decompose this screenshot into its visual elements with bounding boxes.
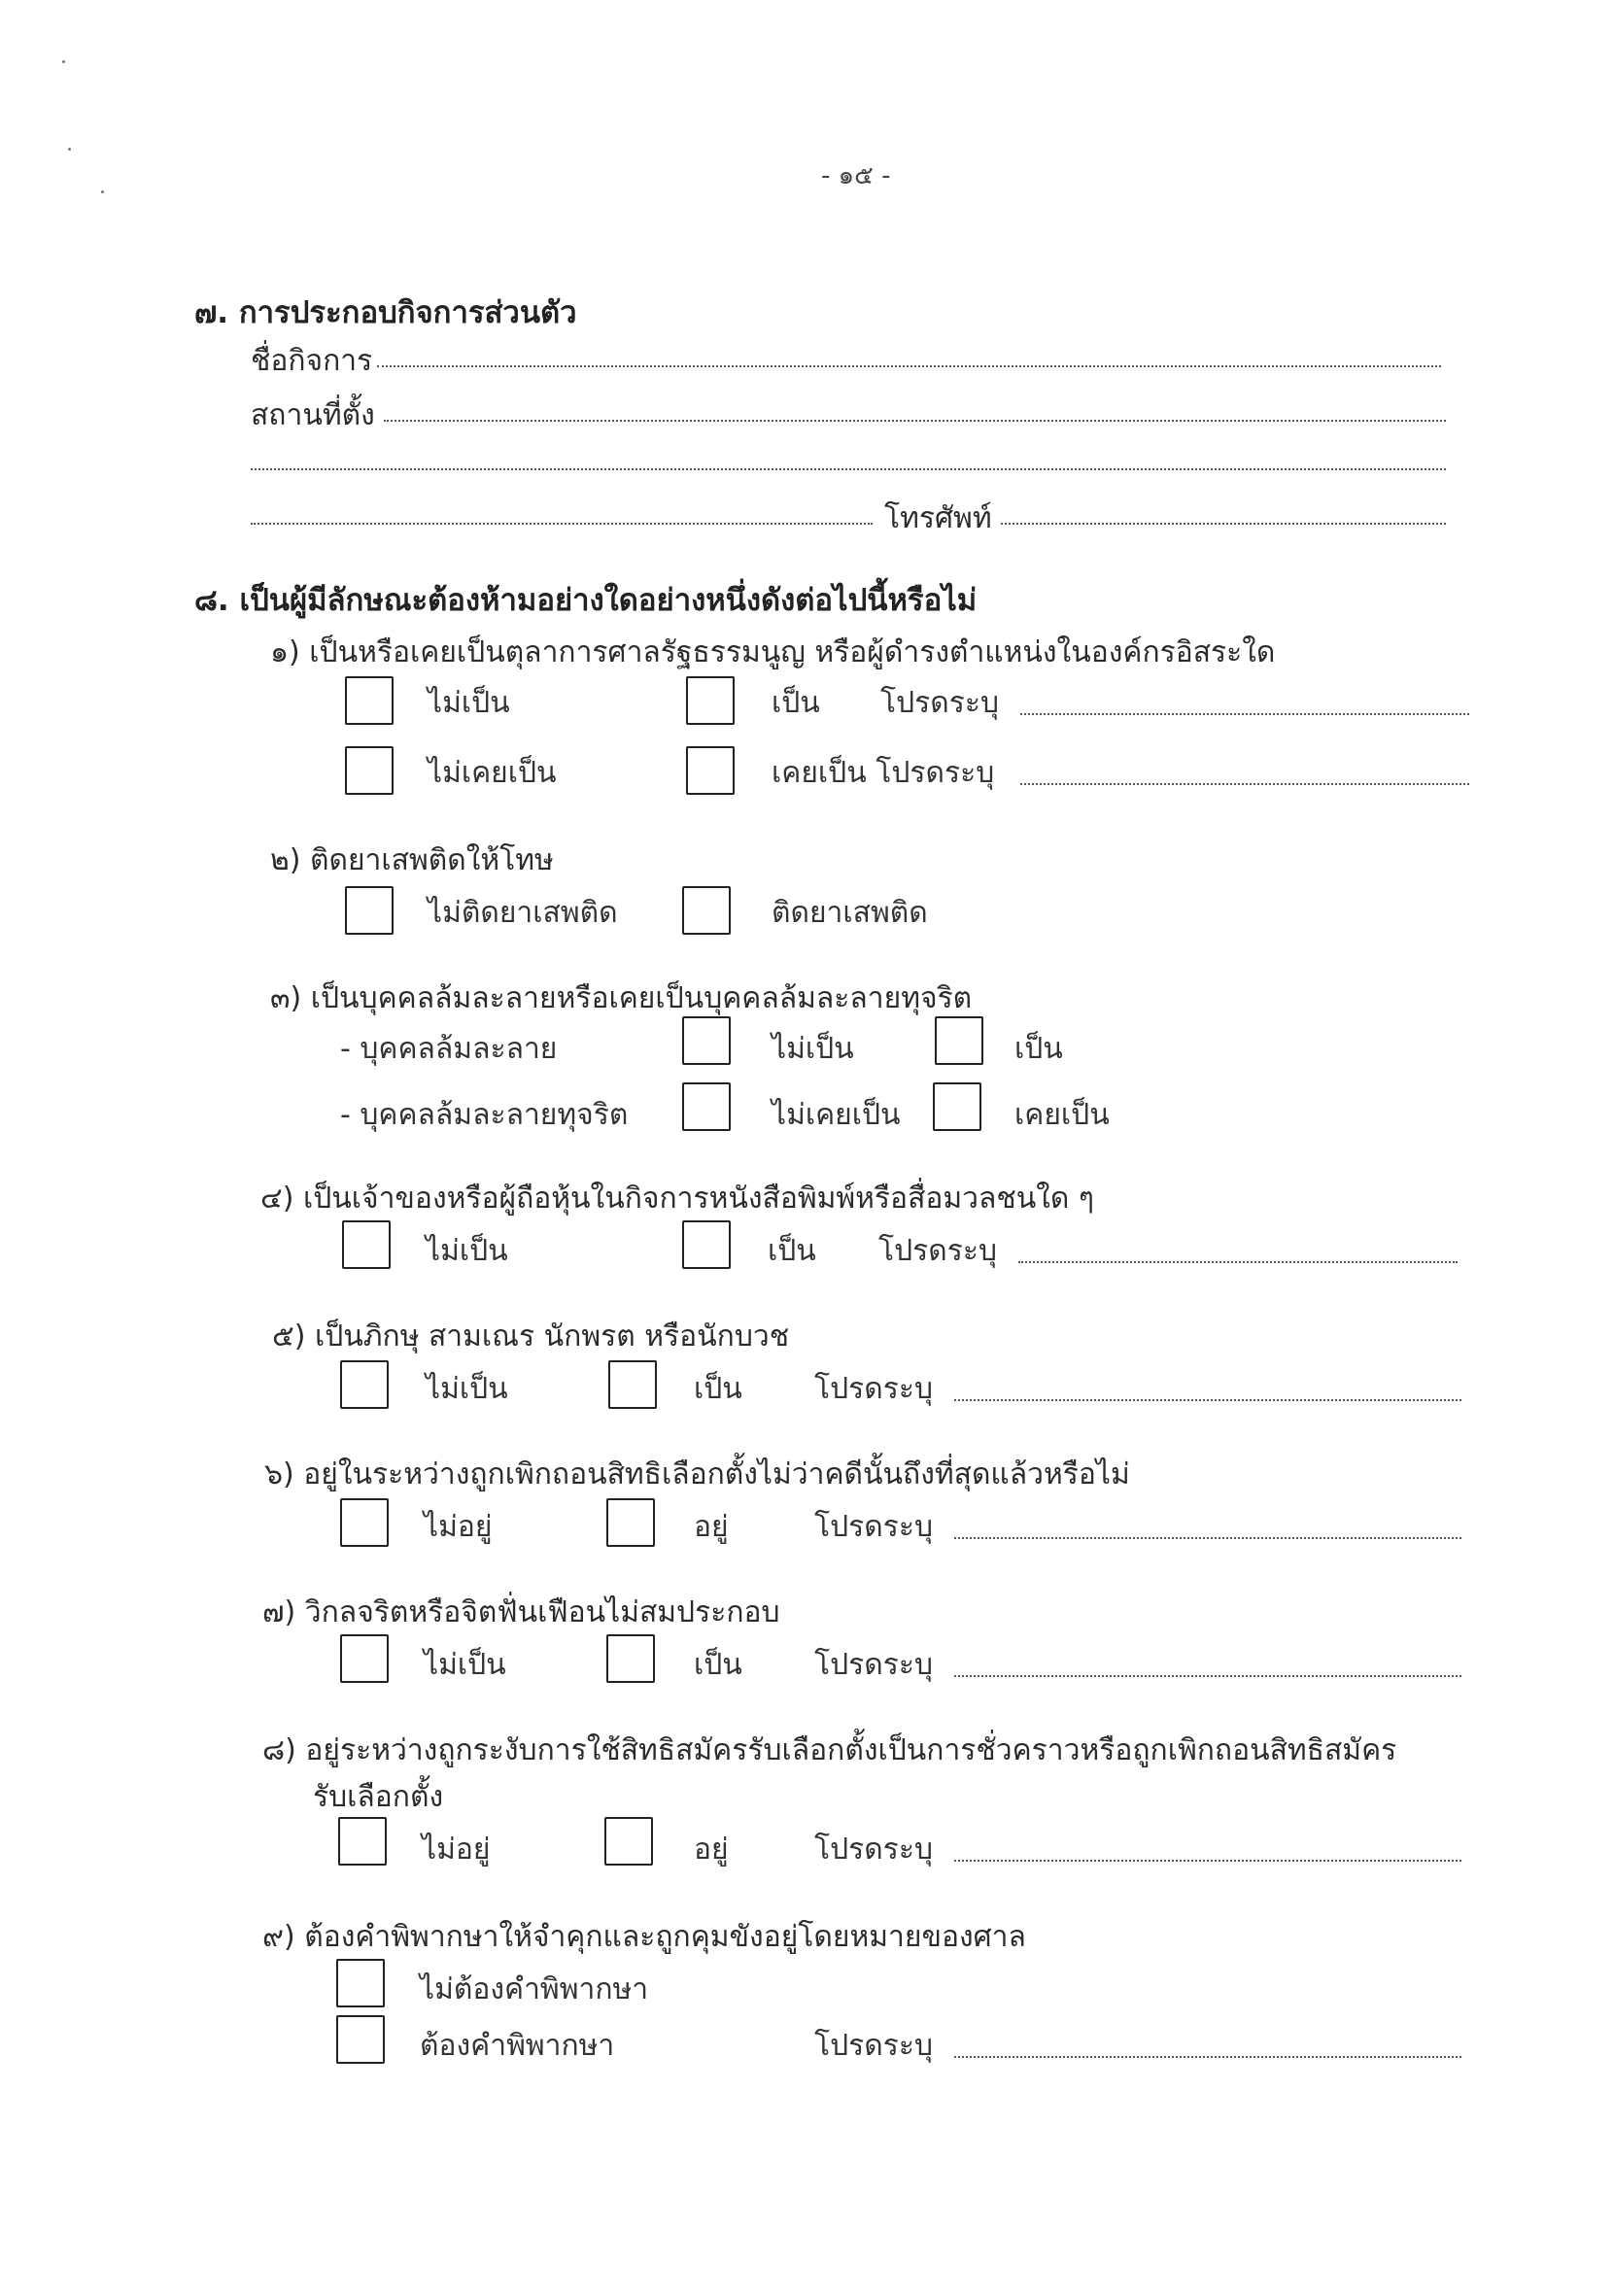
q6-specify-label: โปรดระบุ xyxy=(814,1510,934,1544)
q2-no-label: ไม่ติดยาเสพติด xyxy=(428,896,618,930)
business-name-label: ชื่อกิจการ xyxy=(251,344,373,378)
q2-yes-checkbox[interactable] xyxy=(682,886,731,935)
q8-no-checkbox[interactable] xyxy=(338,1817,387,1866)
q8-yes-label: อยู่ xyxy=(694,1833,729,1867)
q9-yes-label: ต้องคำพิพากษา xyxy=(420,2029,615,2063)
q7-specify-label: โปรดระบุ xyxy=(814,1648,934,1682)
q3-bankrupt-yes-checkbox[interactable] xyxy=(935,1016,983,1065)
q3-fraud-no-checkbox[interactable] xyxy=(682,1082,731,1131)
q8-yes-checkbox[interactable] xyxy=(604,1817,653,1866)
location-field-line-3[interactable] xyxy=(251,523,873,525)
question-1-text: ๑) เป็นหรือเคยเป็นตุลาการศาลรัฐธรรมนูญ หรือผู้ดำรงตำแหน่งในองค์กรอิสระใด xyxy=(270,635,1276,669)
q5-no-label: ไม่เป็น xyxy=(426,1372,508,1406)
q7-no-checkbox[interactable] xyxy=(340,1634,389,1683)
q9-no-checkbox[interactable] xyxy=(336,1959,385,2007)
question-8-text-line-1: ๘) อยู่ระหว่างถูกระงับการใช้สิทธิสมัครรับเลือกตั้งเป็นการชั่วคราวหรือถูกเพิกถอนสิทธิสมัคร xyxy=(262,1733,1397,1767)
q9-no-label: ไม่ต้องคำพิพากษา xyxy=(420,1972,649,2006)
q5-yes-checkbox[interactable] xyxy=(608,1360,657,1409)
q1-yes-label: เป็น xyxy=(772,686,820,720)
business-name-field[interactable] xyxy=(377,365,1441,367)
q3-fraud-yes-label: เคยเป็น xyxy=(1014,1098,1110,1132)
q9-specify-label: โปรดระบุ xyxy=(814,2029,934,2063)
q2-no-checkbox[interactable] xyxy=(345,886,394,935)
section-7-title: ๗. การประกอบกิจการส่วนตัว xyxy=(194,295,577,330)
q1-specify-field[interactable] xyxy=(1020,713,1469,715)
q5-no-checkbox[interactable] xyxy=(340,1360,389,1409)
question-9-text: ๙) ต้องคำพิพากษาให้จำคุกและถูกคุมขังอยู่โดยหมายของศาล xyxy=(262,1920,1026,1954)
q6-specify-field[interactable] xyxy=(954,1537,1461,1539)
q5-yes-label: เป็น xyxy=(694,1372,742,1406)
q3-fraud-bankrupt-label: - บุคคลล้มละลายทุจริต xyxy=(340,1098,629,1132)
q6-yes-label: อยู่ xyxy=(694,1510,729,1544)
q2-yes-label: ติดยาเสพติด xyxy=(772,896,928,930)
question-8-text-line-2: รับเลือกตั้ง xyxy=(313,1780,444,1814)
scan-speck xyxy=(62,60,65,63)
q1-never-label: ไม่เคยเป็น xyxy=(428,756,557,790)
location-field-line-1[interactable] xyxy=(384,420,1446,422)
phone-field[interactable] xyxy=(1001,523,1446,525)
q5-specify-field[interactable] xyxy=(954,1399,1461,1401)
q1-not-checkbox[interactable] xyxy=(345,676,394,725)
q7-yes-checkbox[interactable] xyxy=(606,1634,655,1683)
q1-never-checkbox[interactable] xyxy=(345,746,394,795)
question-7-text: ๗) วิกลจริตหรือจิตฟั่นเฟือนไม่สมประกอบ xyxy=(262,1595,780,1629)
q3-bankrupt-label: - บุคคลล้มละลาย xyxy=(340,1032,558,1066)
q4-specify-field[interactable] xyxy=(1018,1261,1458,1263)
scan-speck xyxy=(68,148,71,151)
location-label: สถานที่ตั้ง xyxy=(251,398,375,432)
question-6-text: ๖) อยู่ในระหว่างถูกเพิกถอนสิทธิเลือกตั้งไม่ว่าคดีนั้นถึงที่สุดแล้วหรือไม่ xyxy=(264,1457,1130,1491)
q6-no-checkbox[interactable] xyxy=(340,1498,389,1547)
q9-specify-field[interactable] xyxy=(954,2056,1461,2058)
q1-specify-label: โปรดระบุ xyxy=(880,686,1000,720)
q1-not-label: ไม่เป็น xyxy=(428,686,510,720)
q3-bankrupt-no-checkbox[interactable] xyxy=(682,1016,731,1065)
phone-label: โทรศัพท์ xyxy=(884,501,992,535)
q7-no-label: ไม่เป็น xyxy=(424,1648,506,1682)
page-number: - ๑๕ - xyxy=(821,161,891,190)
q1-used-checkbox[interactable] xyxy=(686,746,735,795)
q1-used-label: เคยเป็น โปรดระบุ xyxy=(772,756,995,790)
q4-no-checkbox[interactable] xyxy=(342,1220,391,1269)
q7-yes-label: เป็น xyxy=(694,1648,742,1682)
q8-no-label: ไม่อยู่ xyxy=(422,1833,491,1867)
question-2-text: ๒) ติดยาเสพติดให้โทษ xyxy=(270,843,554,877)
question-4-text: ๔) เป็นเจ้าของหรือผู้ถือหุ้นในกิจการหนังสือพิมพ์หรือสื่อมวลชนใด ๆ xyxy=(260,1182,1095,1216)
q1-yes-checkbox[interactable] xyxy=(686,676,735,725)
q3-bankrupt-yes-label: เป็น xyxy=(1014,1032,1063,1066)
q3-fraud-yes-checkbox[interactable] xyxy=(933,1082,981,1131)
q5-specify-label: โปรดระบุ xyxy=(814,1372,934,1406)
q6-yes-checkbox[interactable] xyxy=(606,1498,655,1547)
q3-bankrupt-no-label: ไม่เป็น xyxy=(772,1032,854,1066)
location-field-line-2[interactable] xyxy=(251,468,1446,470)
scan-speck xyxy=(101,190,104,193)
q1-used-specify-field[interactable] xyxy=(1020,783,1469,785)
question-5-text: ๕) เป็นภิกษุ สามเณร นักพรต หรือนักบวช xyxy=(272,1319,790,1354)
q4-no-label: ไม่เป็น xyxy=(426,1234,508,1268)
q4-yes-label: เป็น xyxy=(768,1234,816,1268)
q8-specify-field[interactable] xyxy=(954,1860,1461,1862)
q7-specify-field[interactable] xyxy=(954,1675,1461,1677)
q9-yes-checkbox[interactable] xyxy=(336,2015,385,2064)
q3-fraud-no-label: ไม่เคยเป็น xyxy=(772,1098,901,1132)
q4-specify-label: โปรดระบุ xyxy=(878,1234,998,1268)
q8-specify-label: โปรดระบุ xyxy=(814,1833,934,1867)
q6-no-label: ไม่อยู่ xyxy=(424,1510,493,1544)
question-3-text: ๓) เป็นบุคคลล้มละลายหรือเคยเป็นบุคคลล้มละลายทุจริต xyxy=(270,981,973,1015)
section-8-title: ๘. เป็นผู้มีลักษณะต้องห้ามอย่างใดอย่างหนึ่งดังต่อไปนี้หรือไม่ xyxy=(194,583,978,618)
q4-yes-checkbox[interactable] xyxy=(682,1220,731,1269)
